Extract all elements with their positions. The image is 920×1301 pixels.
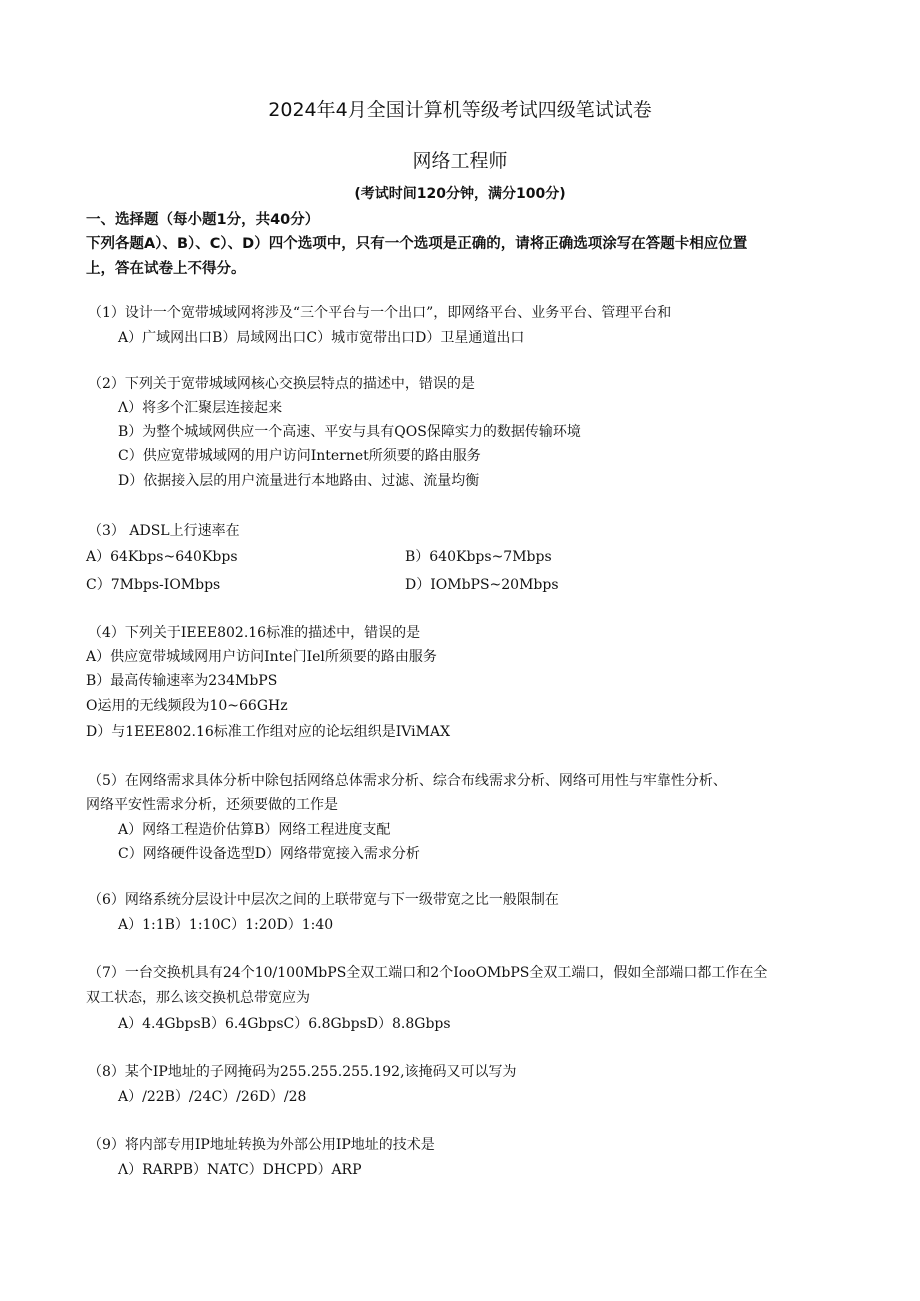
question-4-option-b: B）最高传输速率为234MbPS <box>86 673 278 689</box>
question-2-option-c: C）供应宽带城域网的用户访问Internet所须要的路由服务 <box>118 448 481 464</box>
question-8-options: A）/22B）/24C）/26D）/28 <box>118 1089 307 1105</box>
question-3-option-a: A）64Kbps~640Kbps <box>86 549 238 565</box>
page-title: 2024年4月全国计算机等级考试四级笔试试卷 <box>268 99 652 121</box>
question-3-stem: （3） ADSL上行速率在 <box>88 523 240 539</box>
question-2-option-b: B）为整个城域网供应一个高速、平安与具有QOS保障实力的数据传输环境 <box>118 424 581 440</box>
question-7-options: A）4.4GbpsB）6.4GbpsC）6.8GbpsD）8.8Gbps <box>118 1016 451 1032</box>
question-8-stem: （8）某个IP地址的子网掩码为255.255.255.192,该掩码又可以写为 <box>88 1064 517 1080</box>
question-4-option-a: A）供应宽带城域网用户访问Inte门Iel所须要的路由服务 <box>86 649 437 665</box>
question-5-options-line-1: A）网络工程造价估算B）网络工程进度支配 <box>118 822 391 838</box>
question-3-option-d: D）IOMbPS~20Mbps <box>405 577 559 593</box>
question-3-option-c: C）7Mbps-IOMbps <box>86 577 221 593</box>
question-7-stem-line-1: （7）一台交换机具有24个10/100MbPS全双工端口和2个IooOMbPS全双工端口，假如全部端口都工作在全 <box>88 965 768 981</box>
question-4-stem: （4）下列关于IEEE802.16标准的描述中，错误的是 <box>88 625 421 641</box>
instruction-line-2: 上，答在试卷上不得分。 <box>86 261 246 277</box>
question-1-stem: （1）设计一个宽带城域网将涉及“三个平台与一个出口”，即网络平台、业务平台、管理平台和 <box>88 305 672 321</box>
question-5-stem-line-2: 网络平安性需求分析，还须要做的工作是 <box>86 797 338 813</box>
question-5-stem-line-1: （5）在网络需求具体分析中除包括网络总体需求分析、综合布线需求分析、网络可用性与牢靠性分析、 <box>88 773 727 789</box>
instruction-line-1: 下列各题A）、B）、C）、D）四个选项中，只有一个选项是正确的，请将正确选项涂写在答题卡相应位置 <box>86 236 748 252</box>
question-9-stem: （9）将内部专用IP地址转换为外部公用IP地址的技术是 <box>88 1137 435 1153</box>
exam-info: (考试时间120分钟，满分100分) <box>354 186 566 202</box>
question-4-option-c: O运用的无线频段为10~66GHz <box>86 698 288 714</box>
question-6-options: A）1:1B）1:10C）1:20D）1:40 <box>118 917 334 933</box>
question-3-option-b: B）640Kbps~7Mbps <box>405 549 552 565</box>
question-9-options: Λ）RARPB）NATC）DHCPD）ARP <box>118 1162 362 1178</box>
question-2-stem: （2）下列关于宽带城域网核心交换层特点的描述中，错误的是 <box>88 376 475 392</box>
section-heading: 一、选择题（每小题1分，共40分） <box>86 212 320 228</box>
question-2-option-a: Λ）将多个汇聚层连接起来 <box>118 400 283 416</box>
question-6-stem: （6）网络系统分层设计中层次之间的上联带宽与下一级带宽之比一般限制在 <box>88 892 559 908</box>
question-5-options-line-2: C）网络硬件设备选型D）网络带宽接入需求分析 <box>118 846 420 862</box>
page-subtitle: 网络工程师 <box>412 150 508 172</box>
question-2-option-d: D）依据接入层的用户流量进行本地路由、过滤、流量均衡 <box>118 473 480 489</box>
question-1-options: A）广域网出口B）局域网出口C）城市宽带出口D）卫星通道出口 <box>118 330 525 346</box>
question-7-stem-line-2: 双工状态，那么该交换机总带宽应为 <box>86 990 310 1006</box>
question-4-option-d: D）与1EEE802.16标准工作组对应的论坛组织是IViMAX <box>86 724 451 740</box>
